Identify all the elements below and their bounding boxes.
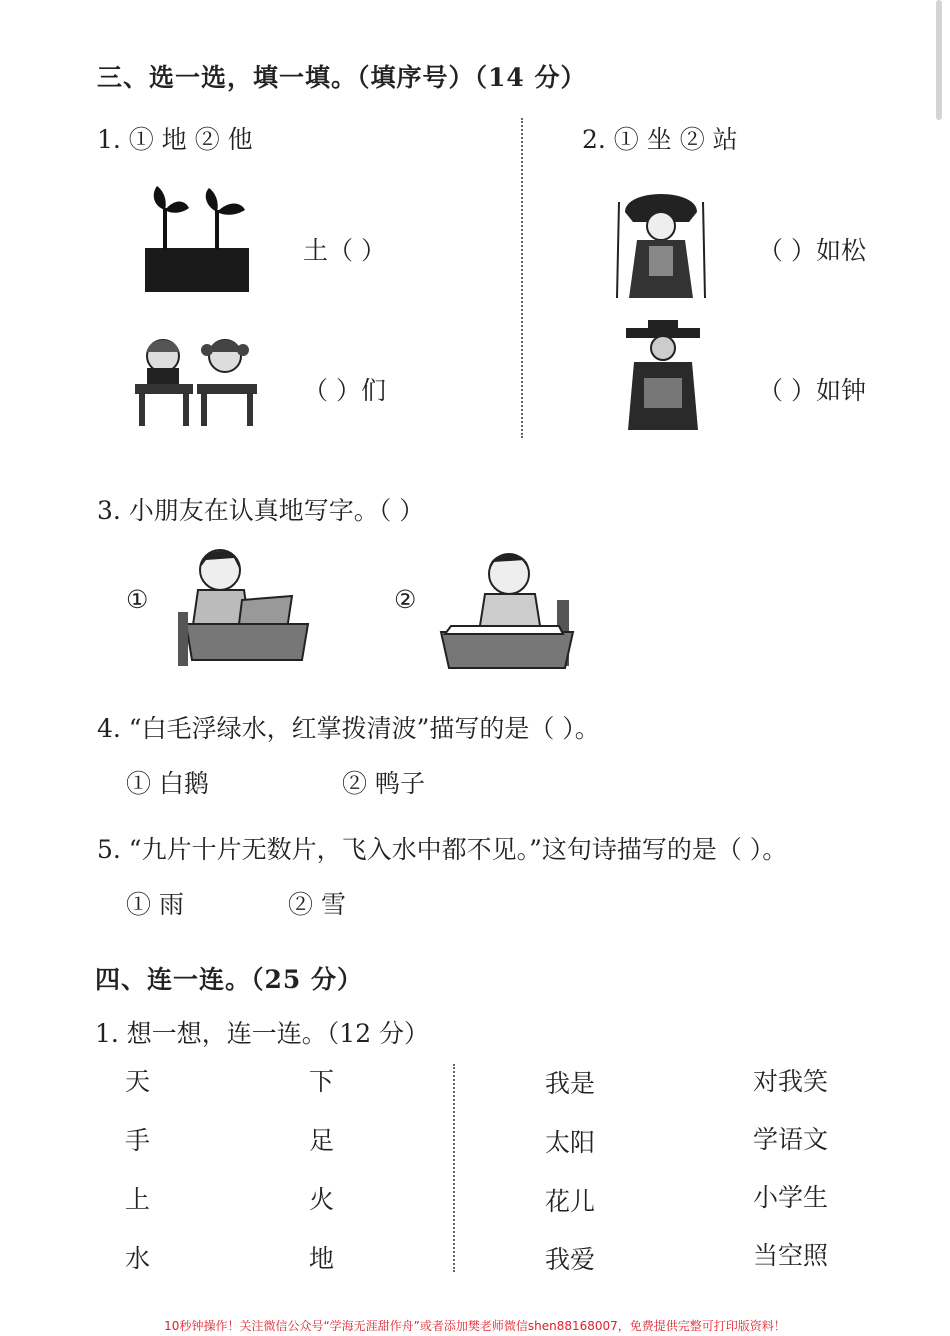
match-right-b-item: 当空照 (753, 1241, 829, 1270)
match-left-a-item: 手 (125, 1126, 151, 1155)
q4-text: 4. “白毛浮绿水，红掌拨清波”描写的是（ ）。 (97, 714, 600, 743)
q5-text: 5. “九片十片无数片，飞入水中都不见。”这句诗描写的是（ ）。 (97, 835, 788, 864)
match-left-a-item: 天 (125, 1067, 151, 1096)
match-left-b-item: 火 (309, 1185, 335, 1214)
match-left-b-item: 地 (309, 1244, 335, 1273)
q1-header: 1. ① 地 ② 他 (97, 125, 253, 154)
children-reading-image (133, 328, 261, 430)
q4-option2: ② 鸭子 (342, 769, 425, 798)
seedling-image (143, 180, 251, 294)
q1-line-a: 土（ ） (303, 236, 386, 265)
section3-title: 三、选一选，填一填。（填序号）（14 分） (97, 63, 587, 92)
child-reading-image (176, 540, 312, 670)
match-right-a-item: 花儿 (545, 1187, 596, 1216)
match-right-a-item: 我爱 (545, 1245, 596, 1274)
match-right-a-item: 太阳 (545, 1128, 596, 1157)
q5-option1: ① 雨 (126, 890, 184, 919)
section4-title: 四、连一连。（25 分） (95, 965, 363, 994)
q5-option2: ② 雪 (288, 890, 346, 919)
official-sitting-image (620, 318, 706, 434)
match-right-b-item: 对我笑 (753, 1067, 829, 1096)
matching-divider (453, 1064, 455, 1272)
section4-q1-title: 1. 想一想，连一连。（12 分） (95, 1019, 430, 1048)
q2-header: 2. ① 坐 ② 站 (582, 125, 738, 154)
match-left-a-item: 水 (125, 1244, 151, 1273)
match-left-b-item: 足 (309, 1126, 335, 1155)
q4-option1: ① 白鹅 (126, 769, 209, 798)
child-writing-image (437, 540, 577, 676)
column-divider (521, 118, 523, 438)
match-right-a-item: 我是 (545, 1069, 596, 1098)
q3-option1: ① (126, 585, 149, 614)
footer-notice: 10秒钟操作！关注微信公众号“学海无涯甜作舟”或者添加樊老师微信shen88168007，免费提供完整可打印版资料！ (164, 1319, 786, 1333)
q2-line-a: （ ）如松 (758, 236, 866, 265)
q3-text: 3. 小朋友在认真地写字。（ ） (97, 496, 425, 525)
match-right-b-item: 学语文 (753, 1125, 829, 1154)
match-left-b-item: 下 (309, 1067, 335, 1096)
q1-line-b: （ ）们 (303, 376, 386, 405)
match-left-a-item: 上 (125, 1185, 151, 1214)
opera-performer-standing-image (615, 182, 707, 300)
q3-option2: ② (394, 585, 417, 614)
match-right-b-item: 小学生 (753, 1183, 829, 1212)
scrollbar[interactable] (936, 0, 942, 120)
q2-line-b: （ ）如钟 (758, 376, 866, 405)
